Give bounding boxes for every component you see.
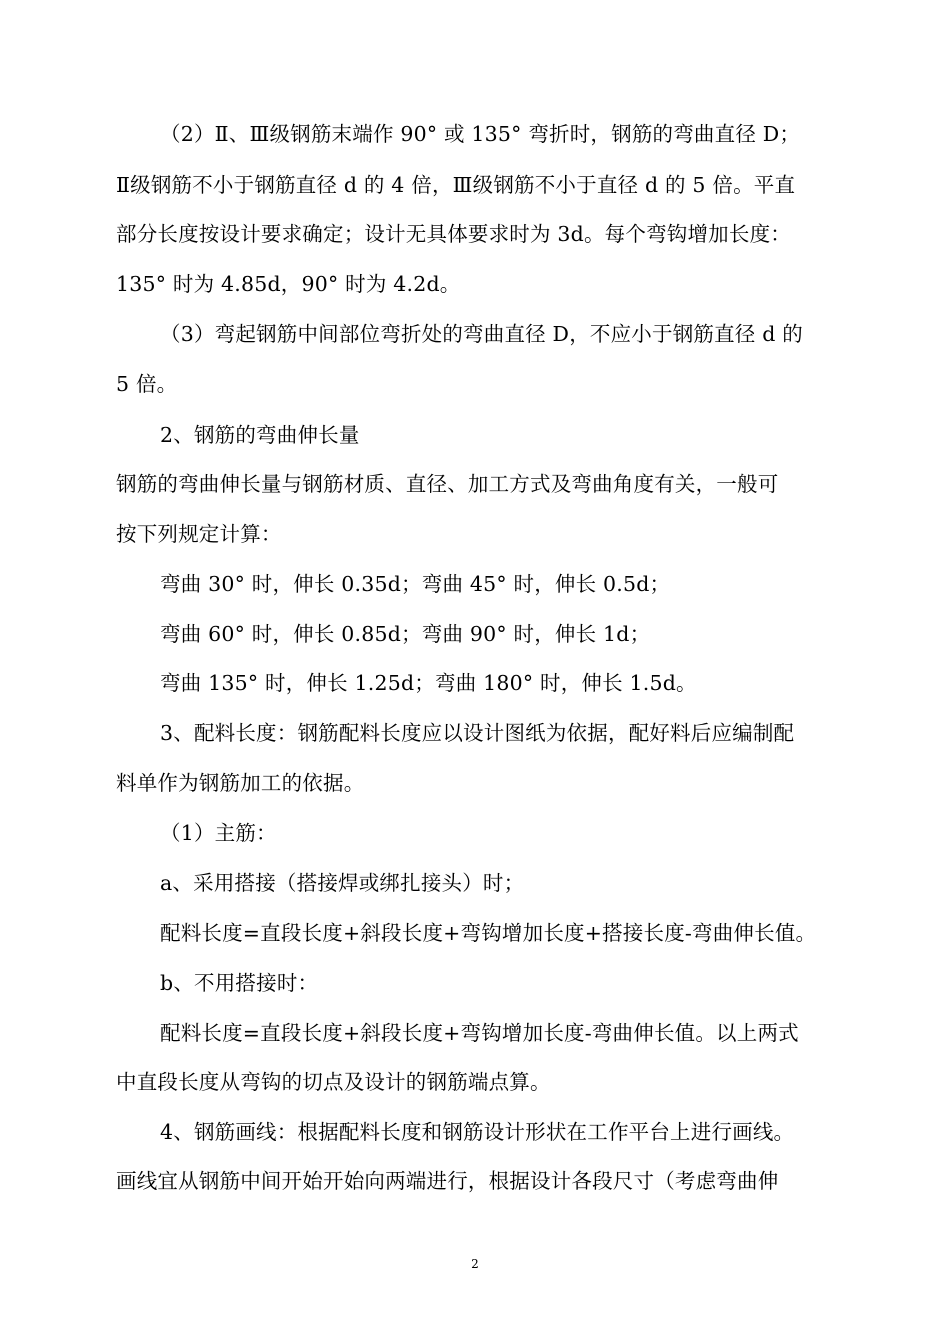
text-line: （2）Ⅱ、Ⅲ级钢筋末端作 90° 或 135° 弯折时，钢筋的弯曲直径 D； xyxy=(160,122,801,146)
text-line: 3、配料长度：钢筋配料长度应以设计图纸为依据，配好料后应编制配 xyxy=(160,721,795,745)
text-line: 5 倍。 xyxy=(116,372,178,396)
text-line: 部分长度按设计要求确定；设计无具体要求时为 3d。每个弯钩增加长度： xyxy=(116,222,791,246)
section-heading: 2、钢筋的弯曲伸长量 xyxy=(160,423,360,447)
text-line: a、采用搭接（搭接焊或绑扎接头）时； xyxy=(160,871,525,895)
text-line: b、不用搭接时： xyxy=(160,971,319,995)
text-line: 画线宜从钢筋中间开始开始向两端进行，根据设计各段尺寸（考虑弯曲伸 xyxy=(116,1169,779,1193)
text-line: 配料长度=直段长度+斜段长度+弯钩增加长度-弯曲伸长值。以上两式 xyxy=(160,1021,799,1045)
text-line: 料单作为钢筋加工的依据。 xyxy=(116,771,365,795)
text-line: 配料长度=直段长度+斜段长度+弯钩增加长度+搭接长度-弯曲伸长值。 xyxy=(160,921,817,945)
text-line: 中直段长度从弯钩的切点及设计的钢筋端点算。 xyxy=(116,1070,551,1094)
text-line: 4、钢筋画线：根据配料长度和钢筋设计形状在工作平台上进行画线。 xyxy=(160,1120,795,1144)
page-number: 2 xyxy=(471,1257,479,1271)
text-line: （1）主筋： xyxy=(160,821,277,845)
text-line: 弯曲 135° 时，伸长 1.25d；弯曲 180° 时，伸长 1.5d。 xyxy=(160,671,697,695)
text-line: Ⅱ级钢筋不小于钢筋直径 d 的 4 倍，Ⅲ级钢筋不小于直径 d 的 5 倍。平直 xyxy=(116,173,796,197)
text-line: 弯曲 30° 时，伸长 0.35d；弯曲 45° 时，伸长 0.5d； xyxy=(160,572,671,596)
text-line: 135° 时为 4.85d，90° 时为 4.2d。 xyxy=(116,272,461,296)
text-line: （3）弯起钢筋中间部位弯折处的弯曲直径 D，不应小于钢筋直径 d 的 xyxy=(160,322,803,346)
text-line: 钢筋的弯曲伸长量与钢筋材质、直径、加工方式及弯曲角度有关，一般可 xyxy=(116,472,779,496)
text-line: 按下列规定计算： xyxy=(116,522,282,546)
text-line: 弯曲 60° 时，伸长 0.85d；弯曲 90° 时，伸长 1d； xyxy=(160,622,651,646)
